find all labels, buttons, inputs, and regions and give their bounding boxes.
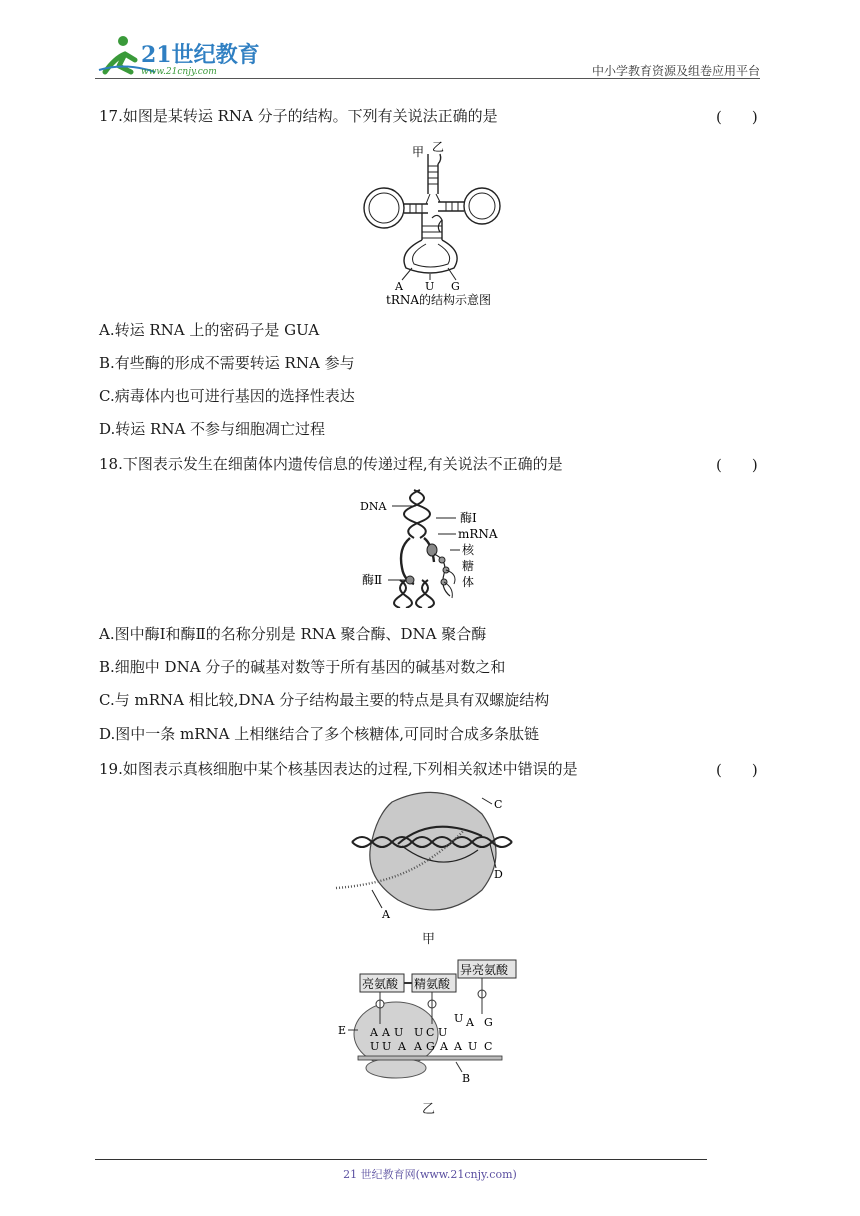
mrna-base-2: U [382, 1040, 392, 1053]
question-19-answer-blank: ( ) [716, 761, 758, 779]
anticodon-4: U [414, 1026, 424, 1039]
question-17-option-b: B.有些酶的形成不需要转运 RNA 参与 [99, 354, 355, 372]
anticodon-6: U [438, 1026, 448, 1039]
svg-text:www.21cnjy.com: www.21cnjy.com [141, 67, 217, 77]
amino-acid-leu: 亮氨酸 [362, 977, 399, 991]
mrna-base-9: C [484, 1040, 493, 1053]
label-enzyme-1: 酶Ⅰ [460, 511, 477, 525]
label-d: D [494, 868, 503, 881]
label-ti: 体 [462, 575, 475, 589]
label-he: 核 [462, 543, 475, 557]
question-17-option-d: D.转运 RNA 不参与细胞凋亡过程 [99, 420, 326, 438]
label-anticodon-a: A [395, 280, 403, 293]
page-header [95, 32, 760, 80]
question-17-answer-blank: ( ) [716, 108, 758, 126]
figure-yi-caption: 乙 [422, 1102, 436, 1117]
anticodon-1: A [370, 1026, 378, 1039]
transcription-figure-jia [332, 784, 532, 922]
anticodon-3: U [394, 1026, 404, 1039]
mrna-base-3: A [398, 1040, 406, 1053]
question-18-answer-blank: ( ) [716, 456, 758, 474]
label-a: A [382, 908, 390, 921]
svg-text:21世纪教育: 21世纪教育 [141, 42, 260, 68]
mrna-base-7: A [454, 1040, 462, 1053]
question-18-stem: 18.下图表示发生在细菌体内遗传信息的传递过程,有关说法不正确的是 [99, 455, 563, 473]
logo [95, 32, 265, 78]
question-18-option-b: B.细胞中 DNA 分子的碱基对数等于所有基因的碱基对数之和 [99, 658, 506, 676]
label-e: E [338, 1024, 347, 1037]
question-18-option-c: C.与 mRNA 相比较,DNA 分子结构最主要的特点是具有双螺旋结构 [99, 691, 550, 709]
label-tang: 糖 [462, 559, 475, 573]
question-18-option-d: D.图中一条 mRNA 上相继结合了多个核糖体,可同时合成多条肽链 [99, 725, 540, 743]
label-yi: 乙 [432, 140, 445, 154]
mrna-base-4: A [414, 1040, 422, 1053]
mrna-base-5: G [426, 1040, 435, 1053]
label-jia: 甲 [412, 145, 425, 159]
anticodon-5: C [426, 1026, 435, 1039]
label-dna: DNA [360, 500, 387, 513]
figure-caption: tRNA的结构示意图 [386, 293, 492, 307]
mrna-base-1: U [370, 1040, 380, 1053]
free-trna-g: G [484, 1016, 493, 1029]
label-enzyme-2: 酶Ⅱ [362, 573, 383, 587]
mrna-base-6: A [440, 1040, 448, 1053]
mrna-base-8: U [468, 1040, 478, 1053]
free-trna-u: U [454, 1012, 464, 1025]
amino-acid-arg: 精氨酸 [414, 977, 451, 991]
label-b: B [462, 1072, 471, 1085]
amino-acid-ile: 异亮氨酸 [460, 963, 509, 977]
question-17-option-a: A.转运 RNA 上的密码子是 GUA [99, 321, 320, 339]
anticodon-2: A [382, 1026, 390, 1039]
question-17-option-c: C.病毒体内也可进行基因的选择性表达 [99, 387, 355, 405]
label-c: C [494, 798, 503, 811]
question-17-stem: 17.如图是某转运 RNA 分子的结构。下列有关说法正确的是 [99, 107, 498, 125]
question-19-stem: 19.如图表示真核细胞中某个核基因表达的过程,下列相关叙述中错误的是 [99, 760, 578, 778]
footer-divider [95, 1159, 707, 1160]
free-trna-a: A [466, 1016, 474, 1029]
transcription-translation-figure [358, 488, 508, 608]
trna-structure-figure [350, 140, 520, 310]
question-18-option-a: A.图中酶Ⅰ和酶Ⅱ的名称分别是 RNA 聚合酶、DNA 聚合酶 [99, 625, 487, 643]
header-divider [95, 78, 760, 79]
label-mrna: mRNA [458, 527, 498, 541]
translation-figure-yi [336, 958, 526, 1088]
footer-text: 21 世纪教育网(www.21cnjy.com) [343, 1168, 517, 1181]
site-tagline: 中小学教育资源及组卷应用平台 [591, 64, 760, 78]
figure-jia-caption: 甲 [422, 932, 436, 947]
label-anticodon-g: G [451, 280, 460, 293]
label-anticodon-u: U [425, 280, 435, 293]
